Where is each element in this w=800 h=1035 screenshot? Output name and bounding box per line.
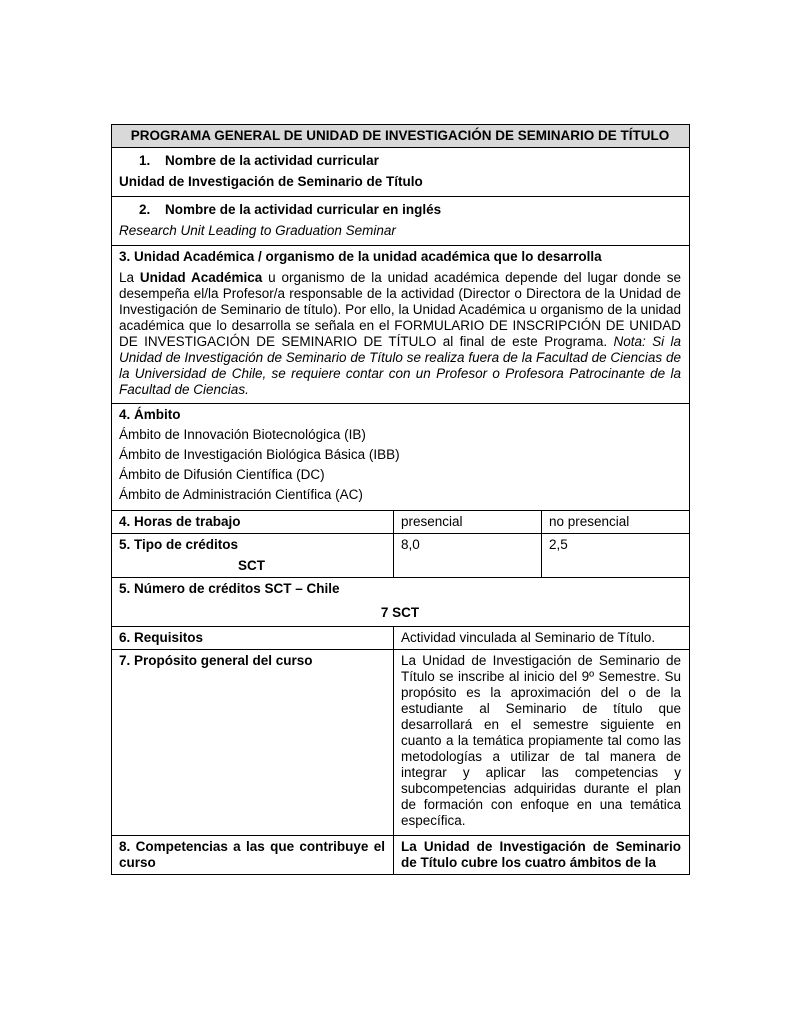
- requirements-label: 6. Requisitos: [112, 627, 394, 650]
- section-activity-name: [112, 148, 690, 197]
- program-table: [111, 124, 690, 875]
- activity-name-english-value: Research Unit Leading to Graduation Seminar: [119, 223, 396, 238]
- ambito-item: Ámbito de Innovación Biotecnológica (IB): [119, 427, 366, 442]
- academic-unit-paragraph: La Unidad Académica u organismo de la unidad académica depende del lugar donde se desempeña el/la Profesor/a responsable de la actividad (Director o Directora de la Unidad de Investigación de Seminario de título). Por ello, la Unidad Académica u organismo de la unidad académica que lo desarrolla se señala en el FORMULARIO DE INSCRIPCIÓN DE UNIDAD DE INVESTIGACIÓN DE SEMINARIO DE TÍTULO al final de este Programa. Nota: Si la Unidad de Investigación de Seminario de Título se realiza fuera de la Facultad de Ciencias de la Universidad de Chile, se requiere contar con un Profesor o Profesora Patrocinante de la Facultad de Ciencias.: [119, 270, 681, 397]
- work-hours-presencial: presencial: [394, 511, 542, 534]
- credit-no-presencial-value: 2,5: [542, 534, 690, 578]
- course-purpose-value: La Unidad de Investigación de Seminario de Título se inscribe al inicio del 9º Semestre. Su propósito es la aproximación del o de la estudiante al Seminario de título que desarrollará en el semestre siguiente en cuanto a la temática propiamente tal como las metodologías a utilizar de tal manera de integrar y aplicar las competencias y subcompetencias adquiridas durante el plan de formación con enfoque en una temática específica.: [394, 650, 690, 836]
- ambito-heading: 4. Ámbito: [119, 407, 181, 422]
- credit-presencial-value: 8,0: [394, 534, 542, 578]
- credit-type-sub: SCT: [238, 558, 265, 573]
- competencies-value: La Unidad de Investigación de Seminario de Título cubre los cuatro ámbitos de la: [394, 836, 690, 875]
- academic-unit-heading: 3. Unidad Académica / organismo de la unidad académica que lo desarrolla: [119, 249, 602, 264]
- section-activity-name-english: [112, 197, 690, 246]
- ambito-item: Ámbito de Administración Científica (AC): [119, 487, 363, 502]
- ambito-item: Ámbito de Investigación Biológica Básica (IBB): [119, 447, 400, 462]
- credit-type-cell: [112, 534, 394, 578]
- section-2-heading: 2. Nombre de la actividad curricular en inglés: [139, 202, 442, 217]
- section-credit-number: [112, 578, 690, 627]
- ambito-item: Ámbito de Difusión Científica (DC): [119, 467, 325, 482]
- section-academic-unit: [112, 246, 690, 404]
- credit-number-label: 5. Número de créditos SCT – Chile: [119, 581, 340, 596]
- credit-type-label: 5. Tipo de créditos: [119, 537, 239, 552]
- course-purpose-label: 7. Propósito general del curso: [112, 650, 394, 836]
- competencies-label: 8. Competencias a las que contribuye el curso: [112, 836, 394, 875]
- work-hours-label: 4. Horas de trabajo: [112, 511, 394, 534]
- activity-name-value: Unidad de Investigación de Seminario de Título: [119, 174, 423, 189]
- section-ambito: [112, 404, 690, 511]
- section-1-heading: 1. Nombre de la actividad curricular: [139, 153, 379, 168]
- credit-number-value: 7 SCT: [380, 605, 420, 620]
- work-hours-no-presencial: no presencial: [542, 511, 690, 534]
- program-title: PROGRAMA GENERAL DE UNIDAD DE INVESTIGACIÓN DE SEMINARIO DE TÍTULO: [112, 125, 690, 148]
- requirements-value: Actividad vinculada al Seminario de Título.: [394, 627, 690, 650]
